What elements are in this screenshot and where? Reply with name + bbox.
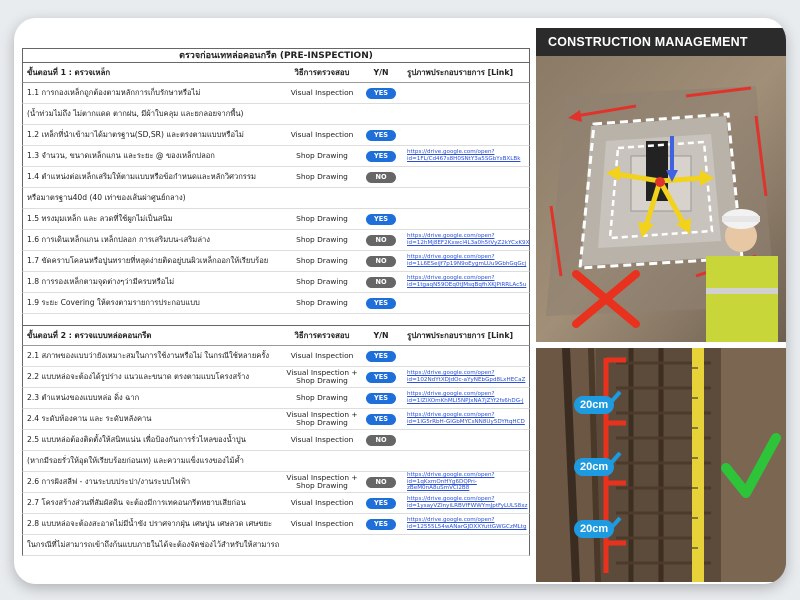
checklist-item: 2.8 แบบหล่อจะต้องสะอาดไม่มีน้ำขัง ปราศจากฝุ่น เศษปูน เศษลวด เศษขยะ [27,519,273,528]
checklist-row [22,388,530,409]
section1-title: ขั้นตอนที่ 1 : ตรวจเหล็ก [27,67,111,77]
checklist-item: 1.6 การเดินเหล็กแกน เหล็กปลอก การเสริมบน-เสริมล่าง [27,235,210,244]
evidence-link[interactable]: https://drive.google.com/open?id=12hMj8EF2Kxwcl4L3a0h5tVyZ2kYCxK9X [407,233,530,246]
checklist-row [22,430,530,451]
checklist-row [22,83,530,104]
yn-cell [359,172,403,183]
checklist-item: ในกรณีที่ไม่สามารถเข้าถึงก้นแบบภายในได้จะต้องจัดช่องไว้สำหรับให้สามารถ [27,540,280,549]
construction-banner: CONSTRUCTION MANAGEMENT [536,28,786,56]
col-method-header: วิธีการตรวจสอบ [294,67,350,77]
yn-dropdown[interactable]: YES [366,519,396,530]
inspection-method: Visual Inspection [290,435,354,444]
presentation-frame [14,18,786,584]
inspection-method: Visual Inspection [290,130,354,139]
col-yn-header-2: Y/N [373,331,389,340]
inspection-method: Visual Inspection [290,498,354,507]
checklist-row [22,514,530,535]
yn-dropdown[interactable]: YES [366,298,396,309]
checklist-row [22,346,530,367]
section1-rows [22,83,530,314]
checklist-item: (หากมีรอยรั่วให้อุดให้เรียบร้อยก่อนเท) และความแข็งแรงของไม้ค้ำ [27,456,244,465]
yn-cell [359,88,403,99]
yn-dropdown[interactable]: NO [366,435,396,446]
spacing-tag-2: 20cm [574,458,614,476]
evidence-link[interactable]: https://drive.google.com/open?id=1qKxmOnHYg6DQPri-zBeM0nA8uSmVCl2B8 [407,472,495,492]
inspection-method: Shop Drawing [296,151,348,160]
checklist-item: 2.3 ตำแหน่งของแบบหล่อ ดิ่ง ฉาก [27,393,140,402]
inspection-method: Visual Inspection [290,519,354,528]
col-method-header-2: วิธีการตรวจสอบ [294,330,350,340]
evidence-link[interactable]: https://drive.google.com/open?id=1L6ESeiJf7p19N9oEygmLUu9GbhGqGcj [407,254,527,267]
checklist-item: 2.6 การฝังสลีฟ - งานระบบประปา/งานระบบไฟฟ้า [27,477,191,486]
yn-cell [359,393,403,404]
evidence-link[interactable]: https://drive.google.com/open?id=102NdYtXDJdOc-aYyNEbGpd8LxHECaZ [407,370,526,383]
rebar-spacing-photo [536,348,786,582]
spacing-tag-1: 20cm [574,396,614,414]
checklist-item: 1.2 เหล็กที่นำเข้ามาได้มาตรฐาน(SD,SR) และตรงตามแบบหรือไม่ [27,130,244,139]
checklist-row [22,125,530,146]
sheet-title: ตรวจก่อนเทหล่อคอนกรีต (PRE-INSPECTION) [22,48,530,63]
inspection-method: Shop Drawing [296,214,348,223]
yn-dropdown[interactable]: NO [366,477,396,488]
checklist-row [22,209,530,230]
evidence-link[interactable]: https://drive.google.com/open?id=12555L54wANarGJDXXYuttGWGCzMLtg [407,517,527,530]
checklist-item: 1.7 ขัดคราบโคลนหรือปูนทรายที่หลุดง่ายติดอยู่บนผิวเหล็กออกให้เรียบร้อย [27,256,269,265]
inspection-method: Visual Inspection [290,88,354,97]
yn-cell [359,235,403,246]
inspection-method: Shop Drawing [296,172,348,181]
col-link-header-2: รูปภาพประกอบรายการ [Link] [407,330,514,340]
checklist-item: 1.5 ทรงมุมเหล็ก และ ลวดที่ใช้ผูกไม่เป็นสนิม [27,214,173,223]
inspection-method: Shop Drawing [296,393,348,402]
evidence-link[interactable]: https://drive.google.com/open?id=1tgaqN59OEq0tJMsqBqfhXKJPiRRLAc5u [407,275,527,288]
checklist-item: 2.4 ระดับท้องคาน และ ระดับหลังคาน [27,414,152,423]
evidence-link[interactable]: https://drive.google.com/open?id=1lG5rRbH-GlGbMYCsNN8Uy5DYftqHCD [407,412,525,425]
yn-dropdown[interactable]: YES [366,372,396,383]
yn-dropdown[interactable]: NO [366,235,396,246]
checklist-item: 1.8 การรองเหล็กตามจุดต่างๆว่ามีครบหรือไม่ [27,277,175,286]
yn-cell [359,298,403,309]
checklist-item: หรือมาตรฐาน40d (40 เท่าของเส้นผ่าศูนย์กลาง) [27,193,186,202]
checklist-row [22,272,530,293]
evidence-link[interactable]: https://drive.google.com/open?id=1FL/Cd467s8H0SNtY3a5SGbYsBXLBk [407,149,521,162]
yn-cell [359,130,403,141]
checklist-item: 2.5 แบบหล่อต้องติดตั้งให้สนิทแน่น เพื่อป้องกันการรั่วไหลของน้ำปูน [27,435,246,444]
footing-photo [536,56,786,342]
evidence-link[interactable]: https://drive.google.com/open?id=1lZlXOmKhMLI5NPJxNA7jZYf2fs6hDG-j [407,391,524,404]
yn-dropdown[interactable]: YES [366,414,396,425]
yn-dropdown[interactable]: NO [366,277,396,288]
inspection-method: Shop Drawing [296,235,348,244]
yn-dropdown[interactable]: YES [366,151,396,162]
yn-cell [359,414,403,425]
yn-cell [359,277,403,288]
checklist-item: 2.1 สภาพของแบบว่ายังเหมาะสมในการใช้งานหรือไม่ ในกรณีใช้หลายครั้ง [27,351,270,360]
checklist-item: 1.4 ตำแหน่งต่อเหล็กเสริมให้ตามแบบหรือข้อกำหนดและหลักวิศวกรรม [27,172,256,181]
section-gap [22,314,530,326]
checklist-row [22,451,530,472]
checklist-item: 1.1 การกองเหล็กถูกต้องตามหลักการเก็บรักษาหรือไม่ [27,88,201,97]
col-yn-header: Y/N [373,68,389,77]
checklist-item: 2.7 โครงสร้างส่วนที่สัมผัสดิน จะต้องมีการเทคอนกรีตหยาบเสียก่อน [27,498,246,507]
yn-cell [359,256,403,267]
yn-cell [359,435,403,446]
checklist-row [22,230,530,251]
yn-dropdown[interactable]: YES [366,130,396,141]
checklist-item: 1.3 จำนวน, ขนาดเหล็กแกน และระยะ @ ของเหล็กปลอก [27,151,215,160]
checklist-row [22,146,530,167]
yn-cell [359,214,403,225]
evidence-link[interactable]: https://drive.google.com/open?id=1ysayVZInyiLRBVfFWWYmJptFyLULS8xz [407,496,528,509]
yn-cell [359,519,403,530]
footing-photo-image [536,56,786,342]
inspection-method: Visual Inspection + Shop Drawing [286,368,358,385]
section2-title: ขั้นตอนที่ 2 : ตรวจแบบหล่อคอนกรีต [27,330,152,340]
inspection-sheet [22,48,530,584]
checklist-row [22,104,530,125]
checklist-row [22,367,530,388]
yn-dropdown[interactable]: NO [366,256,396,267]
photo-panel [536,28,786,584]
inspection-method: Visual Inspection + Shop Drawing [286,473,358,490]
yn-cell [359,151,403,162]
inspection-method: Shop Drawing [296,256,348,265]
inspection-method: Visual Inspection [290,351,354,360]
section2-header [22,326,530,346]
checklist-row [22,535,530,556]
yn-dropdown[interactable]: YES [366,88,396,99]
checklist-row [22,293,530,314]
section1-header [22,63,530,83]
col-link-header: รูปภาพประกอบรายการ [Link] [407,67,514,77]
yn-dropdown[interactable]: YES [366,498,396,509]
inspection-method: Shop Drawing [296,277,348,286]
yn-dropdown[interactable]: NO [366,172,396,183]
yn-dropdown[interactable]: YES [366,351,396,362]
checklist-item: (น้ำท่วมไม่ถึง ไม่ตากแดด ตากฝน, มีผ้าใบคลุม และยกลอยจากพื้น) [27,109,244,118]
section2-rows [22,346,530,556]
yn-cell [359,372,403,383]
checklist-row [22,188,530,209]
yn-cell [359,351,403,362]
checklist-row [22,251,530,272]
inspection-method: Visual Inspection + Shop Drawing [286,410,358,427]
checklist-item: 2.2 แบบหล่อจะต้องได้รูปร่าง แนวและขนาด ตรงตามแบบโครงสร้าง [27,372,250,381]
checklist-row [22,493,530,514]
checklist-row [22,167,530,188]
yn-dropdown[interactable]: YES [366,393,396,404]
checklist-row [22,472,530,493]
checklist-row [22,409,530,430]
spacing-tag-3: 20cm [574,520,614,538]
yn-dropdown[interactable]: YES [366,214,396,225]
checklist-item: 1.9 ระยะ Covering ให้ตรงตามรายการประกอบแบบ [27,298,200,307]
yn-cell [359,498,403,509]
inspection-method: Shop Drawing [296,298,348,307]
yn-cell [359,477,403,488]
